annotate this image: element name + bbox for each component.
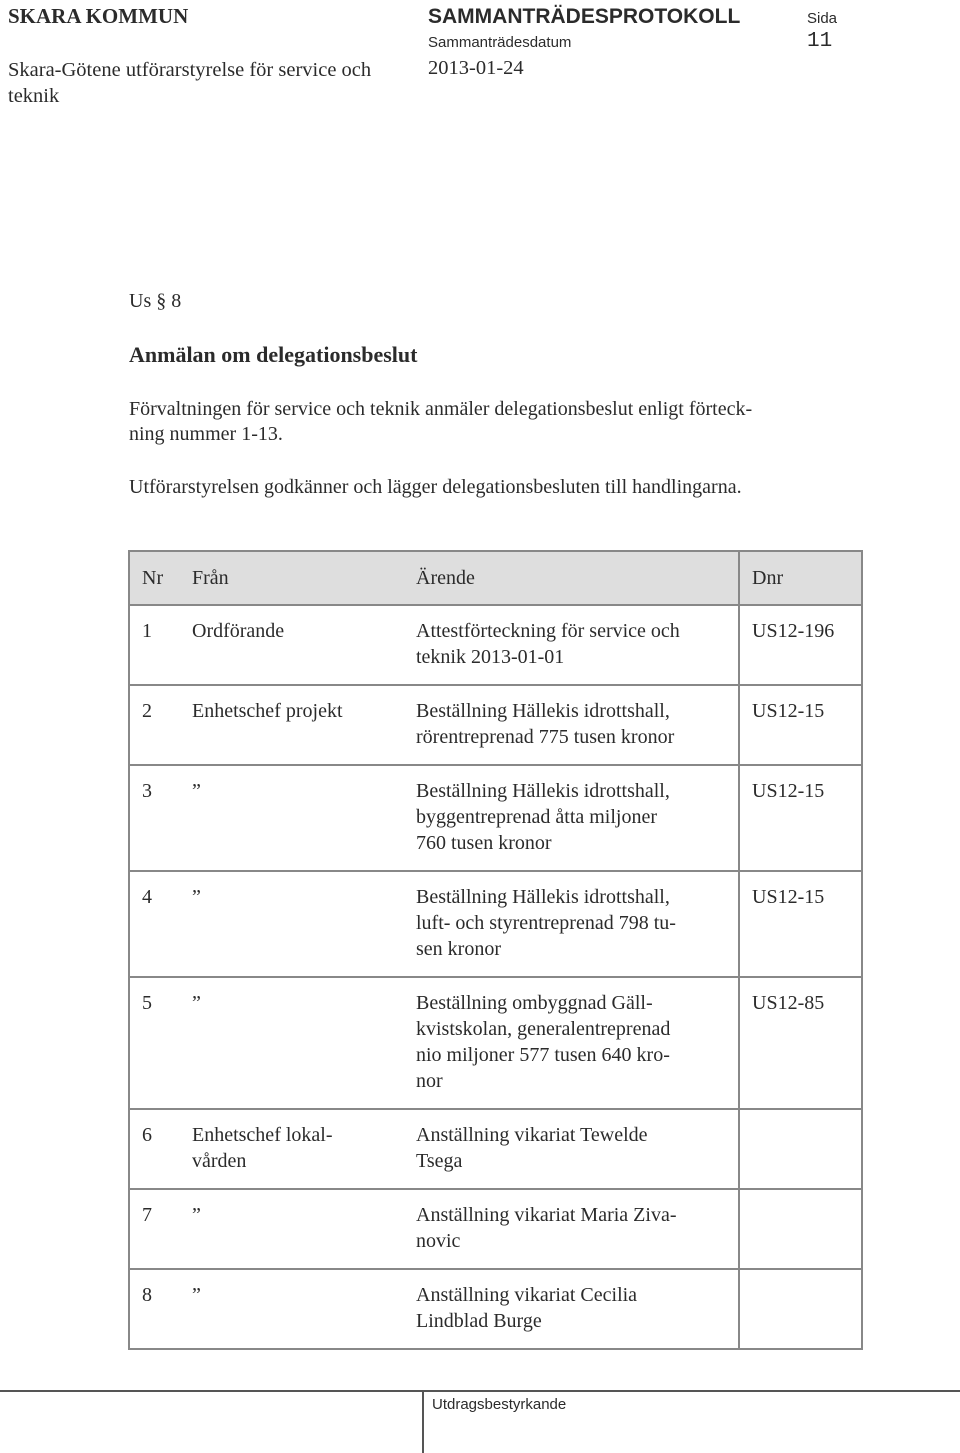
- row-dnr: US12-85: [739, 977, 862, 1109]
- footer-certification-label: Utdragsbestyrkande: [432, 1396, 567, 1413]
- matter-line: novic: [416, 1230, 461, 1252]
- row-from: Ordförande: [192, 620, 285, 642]
- header-matter: Ärende: [399, 551, 739, 605]
- table-row: [129, 1269, 862, 1349]
- row-matter: [399, 977, 739, 1109]
- row-matter: [399, 1269, 739, 1349]
- row-from: ”: [192, 886, 201, 908]
- matter-line: Beställning ombyggnad Gäll-: [416, 992, 653, 1014]
- table-row: [129, 1109, 862, 1189]
- row-dnr: [739, 1269, 862, 1349]
- matter-line: byggentreprenad åtta miljoner: [416, 806, 658, 828]
- paragraph-notification: [129, 397, 829, 447]
- meeting-date-label: Sammanträdesdatum: [428, 34, 572, 51]
- matter-line: nio miljoner 577 tusen 640 kro-: [416, 1044, 670, 1066]
- organization-name: SKARA KOMMUN: [8, 4, 189, 28]
- row-dnr: [739, 1189, 862, 1269]
- header-cell-nr-from: [129, 551, 399, 605]
- row-from: ”: [192, 1284, 201, 1306]
- matter-line: Attestförteckning för service och: [416, 620, 680, 642]
- table-row: [129, 1189, 862, 1269]
- matter-line: Tsega: [416, 1150, 463, 1172]
- table-row: [129, 605, 862, 685]
- row-from: Enhetschef projekt: [192, 700, 343, 722]
- matter-line: teknik 2013-01-01: [416, 646, 565, 668]
- table-row: [129, 765, 862, 871]
- row-from: Enhetschef lokal-vården: [192, 1124, 333, 1172]
- row-dnr: US12-15: [739, 871, 862, 977]
- row-number: 2: [142, 700, 152, 722]
- matter-line: luft- och styrentreprenad 798 tu-: [416, 912, 676, 934]
- cell-nr-from: [129, 765, 399, 871]
- row-dnr: US12-15: [739, 765, 862, 871]
- cell-nr-from: [129, 871, 399, 977]
- footer-vertical-divider: [422, 1390, 424, 1453]
- table-row: [129, 977, 862, 1109]
- header-dnr: Dnr: [739, 551, 862, 605]
- row-matter: [399, 1189, 739, 1269]
- row-matter: [399, 605, 739, 685]
- row-dnr: US12-15: [739, 685, 862, 765]
- row-number: 3: [142, 780, 152, 802]
- matter-line: Beställning Hällekis idrottshall,: [416, 700, 670, 722]
- row-matter: [399, 685, 739, 765]
- row-dnr: US12-196: [739, 605, 862, 685]
- row-number: 5: [142, 992, 152, 1014]
- header-from: Från: [192, 567, 229, 589]
- section-title: Anmälan om delegationsbeslut: [129, 342, 418, 367]
- matter-line: Beställning Hällekis idrottshall,: [416, 886, 670, 908]
- cell-nr-from: [129, 685, 399, 765]
- footer-divider: [0, 1390, 960, 1392]
- cell-nr-from: [129, 1189, 399, 1269]
- matter-line: 760 tusen kronor: [416, 832, 552, 854]
- row-number: 4: [142, 886, 152, 908]
- row-dnr: [739, 1109, 862, 1189]
- row-number: 8: [142, 1284, 152, 1306]
- table-row: [129, 871, 862, 977]
- matter-line: kvistskolan, generalentreprenad: [416, 1018, 671, 1040]
- paragraph-line: ning nummer 1-13.: [129, 423, 283, 445]
- matter-line: Anställning vikariat Cecilia: [416, 1284, 638, 1306]
- matter-line: rörentreprenad 775 tusen kronor: [416, 726, 675, 748]
- document-type: SAMMANTRÄDESPROTOKOLL: [428, 5, 741, 28]
- row-matter: [399, 871, 739, 977]
- header-nr: Nr: [142, 567, 164, 589]
- row-matter: [399, 765, 739, 871]
- row-from: ”: [192, 1204, 201, 1226]
- table-header-row: [129, 551, 862, 605]
- page-number: 11: [807, 30, 833, 53]
- cell-nr-from: [129, 977, 399, 1109]
- row-from: ”: [192, 780, 201, 802]
- delegation-decisions-table: [128, 550, 863, 1350]
- row-number: 7: [142, 1204, 152, 1226]
- paragraph-decision: Utförarstyrelsen godkänner och lägger delegationsbesluten till handlingarna.: [129, 476, 742, 498]
- section-reference: Us § 8: [129, 290, 182, 312]
- matter-line: Anställning vikariat Tewelde: [416, 1124, 648, 1146]
- matter-line: nor: [416, 1070, 443, 1092]
- row-from: ”: [192, 992, 201, 1014]
- row-number: 1: [142, 620, 152, 642]
- board-name: Skara-Götene utförarstyrelse för service och teknik: [8, 59, 372, 107]
- table-row: [129, 685, 862, 765]
- cell-nr-from: [129, 605, 399, 685]
- row-matter: [399, 1109, 739, 1189]
- cell-nr-from: [129, 1269, 399, 1349]
- matter-line: sen kronor: [416, 938, 501, 960]
- matter-line: Lindblad Burge: [416, 1310, 542, 1332]
- paragraph-line: Förvaltningen för service och teknik anmäler delegationsbeslut enligt förteck-: [129, 398, 753, 420]
- matter-line: Anställning vikariat Maria Ziva-: [416, 1204, 677, 1226]
- row-number: 6: [142, 1124, 152, 1146]
- meeting-date: 2013-01-24: [428, 57, 524, 79]
- cell-nr-from: [129, 1109, 399, 1189]
- matter-line: Beställning Hällekis idrottshall,: [416, 780, 670, 802]
- page-label: Sida: [807, 10, 838, 27]
